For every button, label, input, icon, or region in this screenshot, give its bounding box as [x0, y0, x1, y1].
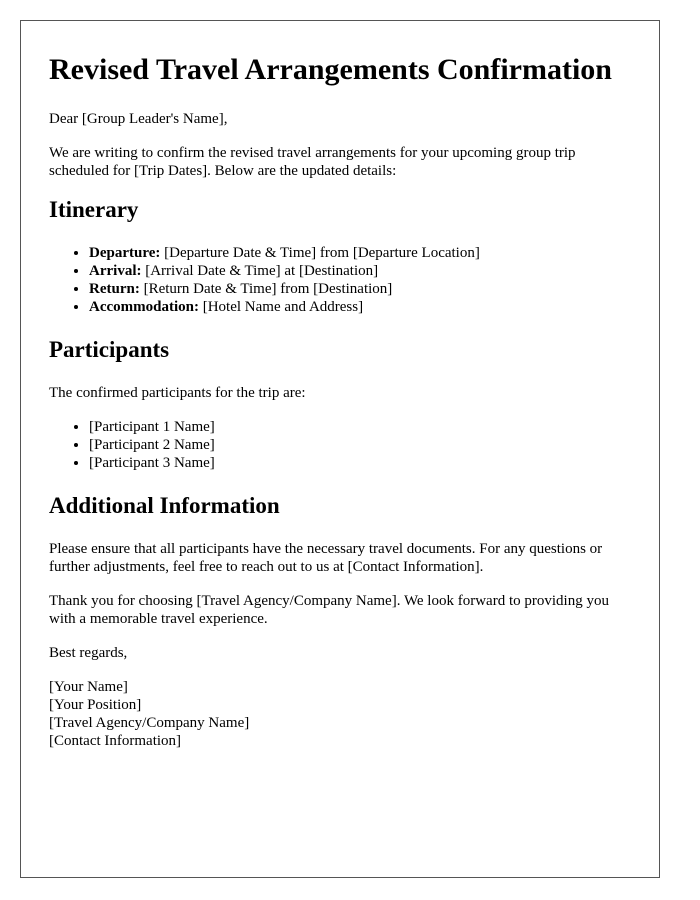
itinerary-item-arrival [89, 262, 631, 280]
additional-paragraph-1: Please ensure that all participants have the necessary travel documents. For any questions or further adjustments, feel free to reach out to us at [Contact Information]. [49, 541, 603, 575]
itinerary-item-return [89, 280, 631, 298]
signature-company: [Travel Agency/Company Name] [49, 715, 250, 731]
letter-title: Revised Travel Arrangements Confirmation [49, 53, 612, 86]
itinerary-item-departure [89, 244, 631, 262]
participants-intro: The confirmed participants for the trip are: [49, 385, 306, 401]
participant-item: • [Participant 2 Name] [89, 436, 631, 454]
itinerary-value: [Hotel Name and Address] [198, 299, 364, 315]
intro-paragraph: We are writing to confirm the revised travel arrangements for your upcoming group trip scheduled for [Trip Dates]. Below are the updated details: [49, 145, 576, 179]
itinerary-label: Arrival: [89, 263, 142, 279]
additional-paragraph-2: Thank you for choosing [Travel Agency/Company Name]. We look forward to providing you with a memorable travel experience. [49, 593, 609, 627]
itinerary-label: Accommodation: [89, 299, 199, 315]
signature-position: [Your Position] [49, 697, 142, 713]
participants-heading: Participants [49, 337, 170, 362]
signature-name: [Your Name] [49, 679, 128, 695]
itinerary-label: Return: [89, 281, 140, 297]
greeting: Dear [Group Leader's Name], [49, 111, 228, 127]
itinerary-label: Departure: [89, 245, 161, 261]
signature-contact: [Contact Information] [49, 733, 182, 749]
itinerary-value: [Departure Date & Time] from [Departure Location] [160, 245, 480, 261]
itinerary-heading: Itinerary [49, 197, 139, 222]
additional-heading: Additional Information [49, 493, 280, 518]
letter-page [20, 20, 660, 878]
itinerary-value: [Arrival Date & Time] at [Destination] [141, 263, 379, 279]
itinerary-list [49, 244, 631, 316]
participants-list [49, 418, 631, 472]
signature-block [49, 678, 631, 750]
participant-item: • [Participant 1 Name] [89, 418, 631, 436]
itinerary-item-accommodation [89, 298, 631, 316]
itinerary-value: [Return Date & Time] from [Destination] [139, 281, 393, 297]
participant-item: • [Participant 3 Name] [89, 454, 631, 472]
closing: Best regards, [49, 645, 128, 661]
